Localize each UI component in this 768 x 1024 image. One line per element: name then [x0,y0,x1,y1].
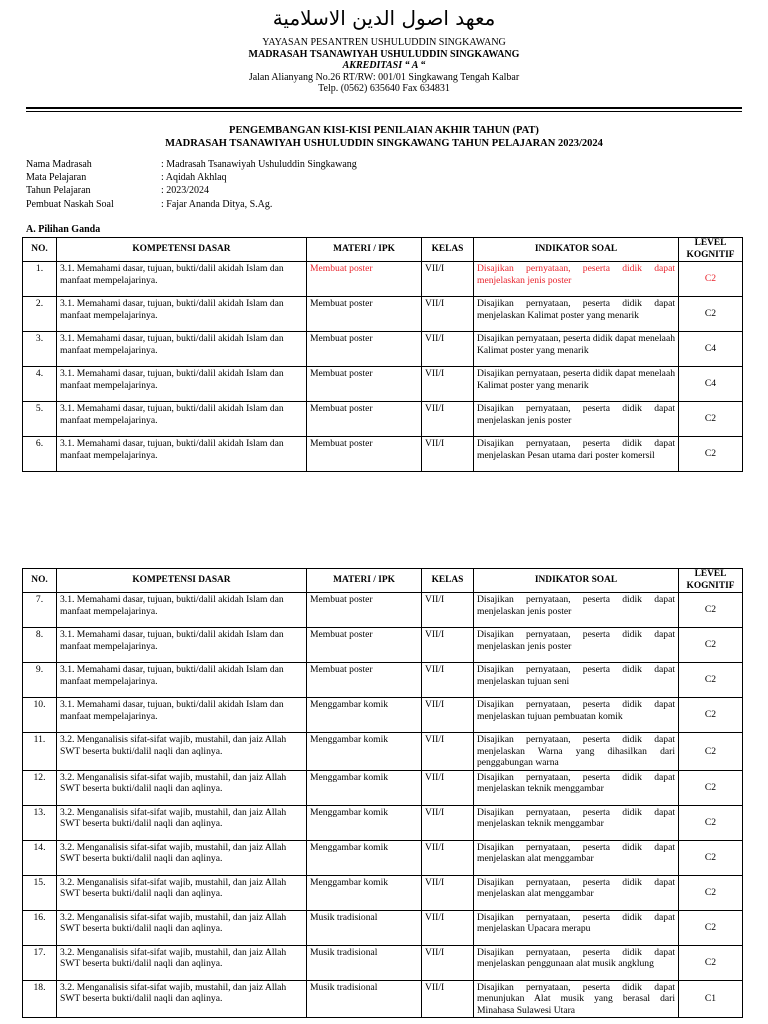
level-cell: C2 [679,770,743,805]
materi-cell: Membuat poster [307,437,422,472]
materi-cell: Membuat poster [307,367,422,402]
table-header-row [23,238,743,262]
indikator-cell: Disajikan pernyataan, peserta didik dapat menjelaskan tujuan pembuatan komik [474,698,679,733]
header-kelas: KELAS [422,238,474,262]
row-number: 12. [23,770,57,805]
meta-row [26,184,357,197]
row-number: 10. [23,698,57,733]
materi-cell: Menggambar komik [307,733,422,771]
kelas-cell: VII/I [422,332,474,367]
kompetensi-dasar-cell: 3.1. Memahami dasar, tujuan, bukti/dalil akidah Islam dan manfaat mempelajarinya. [57,262,307,297]
header-level-line2: KOGNITIF [686,580,735,591]
header-rule-thin [26,111,742,112]
header-level-line2: KOGNITIF [686,249,735,260]
materi-cell: Menggambar komik [307,875,422,910]
table-row [23,367,743,402]
meta-label: Mata Pelajaran [26,172,87,184]
table-body [23,262,743,472]
table-header-row [23,569,743,593]
kelas-cell: VII/I [422,805,474,840]
kompetensi-dasar-cell: 3.1. Memahami dasar, tujuan, bukti/dalil akidah Islam dan manfaat mempelajarinya. [57,402,307,437]
level-cell: C2 [679,733,743,771]
table-row [23,840,743,875]
kompetensi-dasar-cell: 3.1. Memahami dasar, tujuan, bukti/dalil akidah Islam dan manfaat mempelajarinya. [57,437,307,472]
materi-cell: Membuat poster [307,593,422,628]
row-number: 17. [23,945,57,980]
materi-cell: Musik tradisional [307,980,422,1018]
materi-cell: Menggambar komik [307,805,422,840]
kompetensi-dasar-cell: 3.1. Memahami dasar, tujuan, bukti/dalil akidah Islam dan manfaat mempelajarinya. [57,332,307,367]
header-level [679,238,743,262]
table-row [23,297,743,332]
header-materi: MATERI / IPK [307,238,422,262]
table-body [23,593,743,1018]
address: Jalan Alianyang No.26 RT/RW: 001/01 Singkawang Tengah Kalbar [248,71,520,83]
kompetensi-dasar-cell: 3.1. Memahami dasar, tujuan, bukti/dalil akidah Islam dan manfaat mempelajarinya. [57,367,307,402]
materi-cell: Menggambar komik [307,840,422,875]
header-level-line1: LEVEL [694,569,727,579]
header-rule-thick [26,107,742,109]
header-kompetensi: KOMPETENSI DASAR [57,569,307,593]
accreditation: AKREDITASI “ A “ [342,60,426,72]
materi-cell: Musik tradisional [307,910,422,945]
table-row [23,332,743,367]
arabic-logo-text: معهد اصول الدين الاسلامية [272,6,496,30]
materi-cell: Membuat poster [307,402,422,437]
table-row [23,628,743,663]
row-number: 14. [23,840,57,875]
table-row [23,910,743,945]
kompetensi-dasar-cell: 3.1. Memahami dasar, tujuan, bukti/dalil akidah Islam dan manfaat mempelajarinya. [57,698,307,733]
materi-cell: Membuat poster [307,628,422,663]
document-title [0,124,768,150]
kelas-cell: VII/I [422,980,474,1018]
header-indikator: INDIKATOR SOAL [474,238,679,262]
kelas-cell: VII/I [422,840,474,875]
kompetensi-dasar-cell: 3.1. Memahami dasar, tujuan, bukti/dalil akidah Islam dan manfaat mempelajarinya. [57,297,307,332]
table-row [23,770,743,805]
indikator-cell: Disajikan pernyataan, peserta didik dapat menelaah Kalimat poster yang menarik [474,332,679,367]
indikator-cell: Disajikan pernyataan, peserta didik dapat menunjukan Alat musik yang berasal dari Minahasa Sulawesi Utara [474,980,679,1018]
indikator-cell: Disajikan pernyataan, peserta didik dapat menelaah Kalimat poster yang menarik [474,367,679,402]
kompetensi-dasar-cell: 3.1. Memahami dasar, tujuan, bukti/dalil akidah Islam dan manfaat mempelajarinya. [57,663,307,698]
meta-row [26,198,357,211]
level-cell: C2 [679,663,743,698]
kompetensi-dasar-cell: 3.1. Memahami dasar, tujuan, bukti/dalil akidah Islam dan manfaat mempelajarinya. [57,593,307,628]
table-row [23,698,743,733]
materi-cell: Musik tradisional [307,945,422,980]
school-logo [0,6,768,30]
materi-cell: Membuat poster [307,262,422,297]
row-number: 13. [23,805,57,840]
header-materi: MATERI / IPK [307,569,422,593]
kelas-cell: VII/I [422,945,474,980]
meta-value: : 2023/2024 [161,185,210,197]
header-level-line1: LEVEL [694,238,727,248]
level-cell: C2 [679,945,743,980]
table-row [23,875,743,910]
kelas-cell: VII/I [422,628,474,663]
level-cell: C2 [679,910,743,945]
header-level [679,569,743,593]
materi-cell: Membuat poster [307,663,422,698]
meta-row [26,158,357,171]
title-line-2: MADRASAH TSANAWIYAH USHULUDDIN SINGKAWANG TAHUN PELAJARAN 2023/2024 [165,138,603,149]
header-indikator: INDIKATOR SOAL [474,569,679,593]
indikator-cell: Disajikan pernyataan, peserta didik dapat menjelaskan alat menggambar [474,840,679,875]
kelas-cell: VII/I [422,437,474,472]
level-cell: C2 [679,805,743,840]
kelas-cell: VII/I [422,733,474,771]
title-line-1: PENGEMBANGAN KISI-KISI PENILAIAN AKHIR TAHUN (PAT) [229,125,539,136]
indikator-cell: Disajikan pernyataan, peserta didik dapat menjelaskan Kalimat poster yang menarik [474,297,679,332]
meta-value: : Fajar Ananda Ditya, S.Ag. [161,198,273,210]
header-kelas: KELAS [422,569,474,593]
kelas-cell: VII/I [422,402,474,437]
kompetensi-dasar-cell: 3.2. Menganalisis sifat-sifat wajib, mustahil, dan jaiz Allah SWT beserta bukti/dalil naqli dan aqlinya. [57,910,307,945]
table-row [23,733,743,771]
meta-value: : Aqidah Akhlaq [161,172,227,184]
materi-cell: Menggambar komik [307,698,422,733]
kisi-kisi-table-page-2 [22,568,743,1018]
row-number: 3. [23,332,57,367]
header-kompetensi: KOMPETENSI DASAR [57,238,307,262]
table-row [23,980,743,1018]
indikator-cell: Disajikan pernyataan, peserta didik dapat menjelaskan penggunaan alat musik angklung [474,945,679,980]
table-row [23,593,743,628]
indikator-cell: Disajikan pernyataan, peserta didik dapat menjelaskan Warna yang dihasilkan dari penggabungan warna [474,733,679,771]
level-cell: C2 [679,402,743,437]
level-cell: C4 [679,367,743,402]
indikator-cell: Disajikan pernyataan, peserta didik dapat menjelaskan Pesan utama dari poster komersil [474,437,679,472]
kelas-cell: VII/I [422,663,474,698]
indikator-cell: Disajikan pernyataan, peserta didik dapat menjelaskan jenis poster [474,593,679,628]
foundation-name: YAYASAN PESANTREN USHULUDDIN SINGKAWANG [262,37,506,48]
indikator-cell: Disajikan pernyataan, peserta didik dapat menjelaskan teknik menggambar [474,805,679,840]
level-cell: C2 [679,593,743,628]
kelas-cell: VII/I [422,875,474,910]
indikator-cell: Disajikan pernyataan, peserta didik dapat menjelaskan jenis poster [474,402,679,437]
kompetensi-dasar-cell: 3.2. Menganalisis sifat-sifat wajib, mustahil, dan jaiz Allah SWT beserta bukti/dalil naqli dan aqlinya. [57,840,307,875]
row-number: 11. [23,733,57,771]
kompetensi-dasar-cell: 3.2. Menganalisis sifat-sifat wajib, mustahil, dan jaiz Allah SWT beserta bukti/dalil naqli dan aqlinya. [57,875,307,910]
indikator-cell: Disajikan pernyataan, peserta didik dapat menjelaskan tujuan seni [474,663,679,698]
level-cell: C2 [679,628,743,663]
indikator-cell: Disajikan pernyataan, peserta didik dapat menjelaskan Upacara merapu [474,910,679,945]
materi-cell: Membuat poster [307,297,422,332]
level-cell: C2 [679,297,743,332]
meta-label: Pembuat Naskah Soal [26,198,114,210]
row-number: 7. [23,593,57,628]
meta-label: Nama Madrasah [26,159,92,170]
row-number: 6. [23,437,57,472]
materi-cell: Membuat poster [307,332,422,367]
table-row [23,945,743,980]
table-row [23,663,743,698]
level-cell: C2 [679,262,743,297]
kelas-cell: VII/I [422,770,474,805]
level-cell: C2 [679,437,743,472]
level-cell: C2 [679,698,743,733]
row-number: 1. [23,262,57,297]
kompetensi-dasar-cell: 3.2. Menganalisis sifat-sifat wajib, mustahil, dan jaiz Allah SWT beserta bukti/dalil naqli dan aqlinya. [57,770,307,805]
kompetensi-dasar-cell: 3.2. Menganalisis sifat-sifat wajib, mustahil, dan jaiz Allah SWT beserta bukti/dalil naqli dan aqlinya. [57,945,307,980]
kelas-cell: VII/I [422,367,474,402]
level-cell: C2 [679,875,743,910]
level-cell: C1 [679,980,743,1018]
table-row [23,262,743,297]
kelas-cell: VII/I [422,297,474,332]
school-name: MADRASAH TSANAWIYAH USHULUDDIN SINGKAWANG [248,48,520,60]
row-number: 5. [23,402,57,437]
kelas-cell: VII/I [422,698,474,733]
meta-row [26,171,357,184]
kisi-kisi-table-page-1 [22,237,743,472]
document-meta [26,158,357,211]
materi-cell: Menggambar komik [307,770,422,805]
kompetensi-dasar-cell: 3.1. Memahami dasar, tujuan, bukti/dalil akidah Islam dan manfaat mempelajarinya. [57,628,307,663]
table-row [23,437,743,472]
indikator-cell: Disajikan pernyataan, peserta didik dapat menjelaskan alat menggambar [474,875,679,910]
letterhead [0,37,768,95]
row-number: 8. [23,628,57,663]
level-cell: C2 [679,840,743,875]
kompetensi-dasar-cell: 3.2. Menganalisis sifat-sifat wajib, mustahil, dan jaiz Allah SWT beserta bukti/dalil naqli dan aqlinya. [57,980,307,1018]
row-number: 4. [23,367,57,402]
section-heading: A. Pilihan Ganda [26,224,101,235]
kelas-cell: VII/I [422,262,474,297]
row-number: 2. [23,297,57,332]
meta-label: Tahun Pelajaran [26,185,91,197]
kompetensi-dasar-cell: 3.2. Menganalisis sifat-sifat wajib, mustahil, dan jaiz Allah SWT beserta bukti/dalil naqli dan aqlinya. [57,805,307,840]
header-no: NO. [23,238,57,262]
indikator-cell: Disajikan pernyataan, peserta didik dapat menjelaskan teknik menggambar [474,770,679,805]
row-number: 15. [23,875,57,910]
kompetensi-dasar-cell: 3.2. Menganalisis sifat-sifat wajib, mustahil, dan jaiz Allah SWT beserta bukti/dalil naqli dan aqlinya. [57,733,307,771]
indikator-cell: Disajikan pernyataan, peserta didik dapat menjelaskan jenis poster [474,628,679,663]
row-number: 18. [23,980,57,1018]
row-number: 16. [23,910,57,945]
level-cell: C4 [679,332,743,367]
meta-value: : Madrasah Tsanawiyah Ushuluddin Singkawang [161,159,357,170]
kelas-cell: VII/I [422,593,474,628]
indikator-cell: Disajikan pernyataan, peserta didik dapat menjelaskan jenis poster [474,262,679,297]
table-row [23,805,743,840]
header-no: NO. [23,569,57,593]
phone: Telp. (0562) 635640 Fax 634831 [318,83,450,95]
row-number: 9. [23,663,57,698]
table-row [23,402,743,437]
kelas-cell: VII/I [422,910,474,945]
